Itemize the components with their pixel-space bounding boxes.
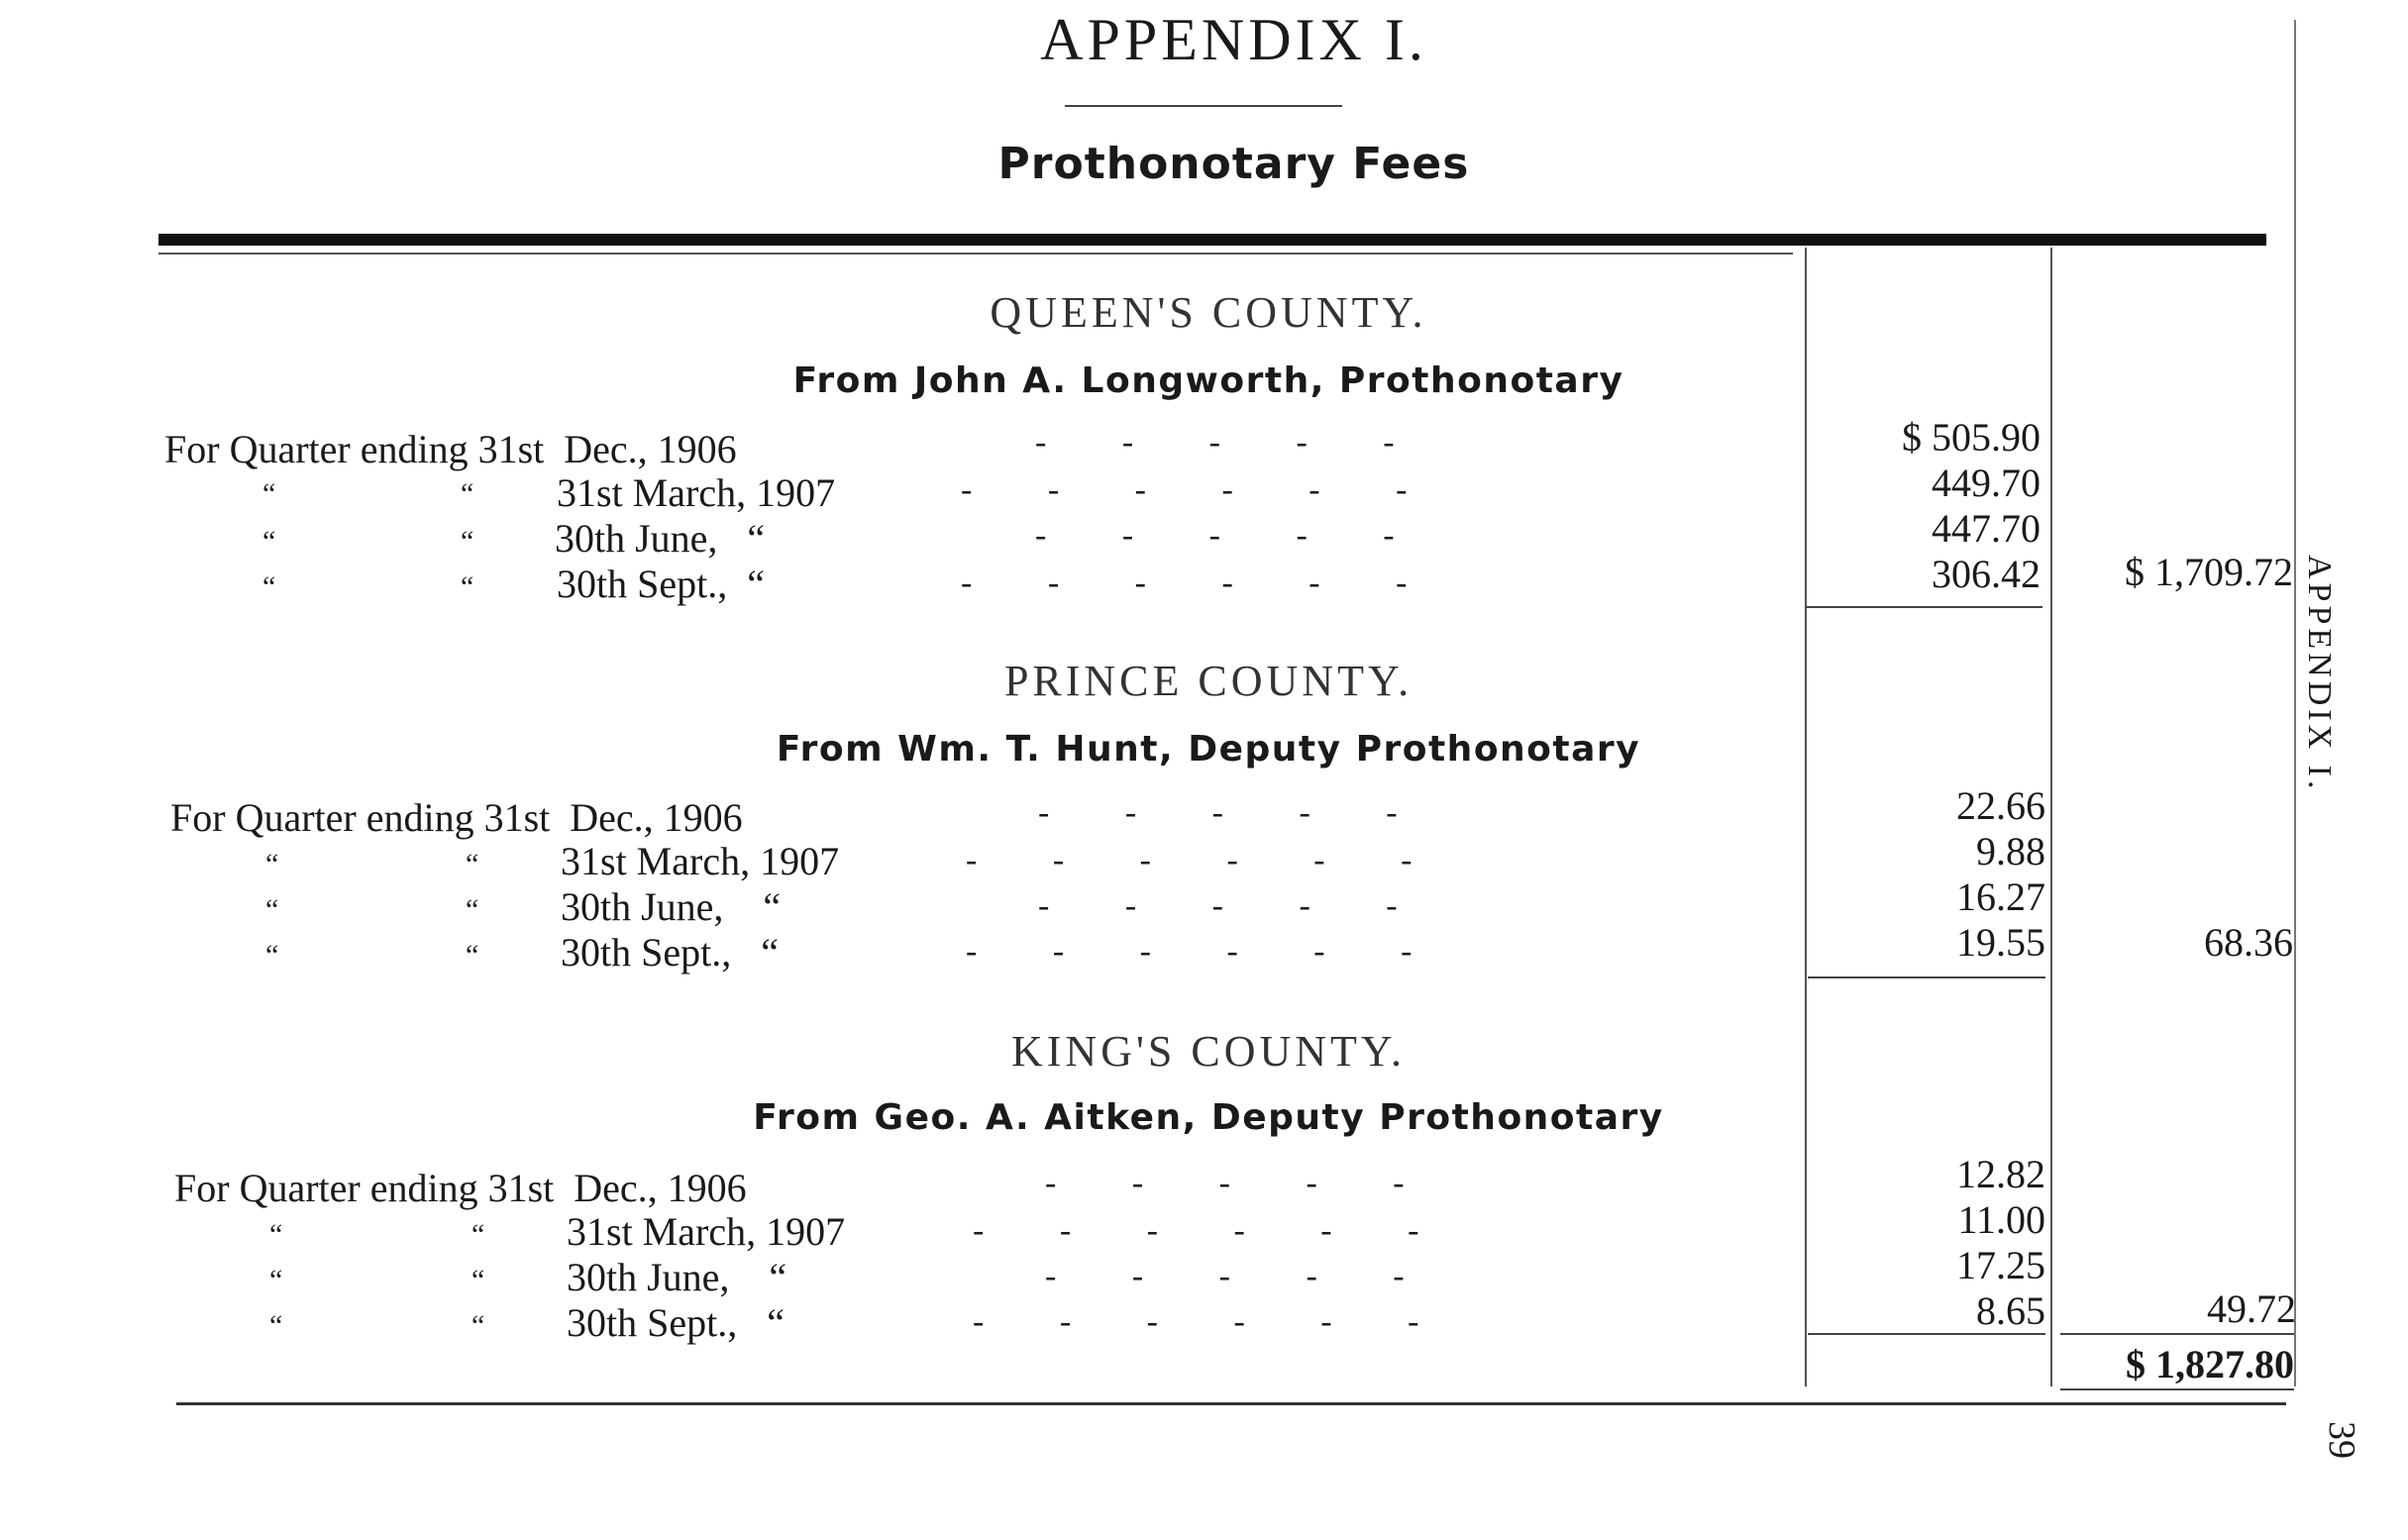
amount: 12.82	[1956, 1152, 2045, 1196]
leader-dashes: - - - - - -	[961, 471, 1408, 508]
row-label: For Quarter ending 31st Dec., 1906	[170, 795, 743, 840]
row-label: 30th June, “	[561, 884, 782, 929]
ditto-mark: “	[269, 1309, 283, 1342]
page-number: 39	[2321, 1421, 2362, 1459]
grand-total-rule	[2060, 1388, 2294, 1390]
county-heading: PRINCE COUNTY.	[1003, 657, 1413, 705]
row-label: 31st March, 1907	[557, 470, 836, 515]
row-label: 31st March, 1907	[567, 1209, 846, 1254]
officer-line: From John A. Longworth, Prothonotary	[792, 360, 1624, 401]
amount: 11.00	[1957, 1197, 2045, 1242]
amount: 447.70	[1932, 506, 2041, 551]
amount: 16.27	[1956, 874, 2045, 919]
amount: 19.55	[1956, 920, 2045, 965]
ditto-mark: “	[265, 848, 279, 880]
leader-dashes: - - - - -	[1038, 794, 1398, 831]
county-heading: QUEEN'S COUNTY.	[990, 288, 1427, 337]
amount: 17.25	[1956, 1243, 2045, 1287]
row-label: For Quarter ending 31st Dec., 1906	[164, 427, 737, 471]
fees-title: Prothonotary Fees	[997, 139, 1470, 189]
title-divider	[1065, 105, 1342, 107]
ditto-mark: “	[269, 1218, 283, 1251]
ditto-mark: “	[461, 477, 474, 510]
county-total: $ 1,709.72	[2125, 550, 2293, 594]
ditto-mark: “	[269, 1264, 283, 1296]
subtotal-rule	[1808, 976, 2045, 978]
amount: $ 505.90	[1902, 415, 2041, 460]
ditto-mark: “	[466, 939, 479, 972]
leader-dashes: - - - - -	[1045, 1165, 1405, 1201]
subtotal-rule	[1805, 606, 2042, 608]
subtotal-rule	[1808, 1333, 2045, 1335]
amount: 449.70	[1932, 461, 2041, 505]
leader-dashes: - - - - -	[1038, 887, 1398, 924]
ditto-mark: “	[262, 477, 276, 510]
county-total: 68.36	[2204, 920, 2293, 965]
ditto-mark: “	[265, 939, 279, 972]
leader-dashes: - - - - - -	[973, 1303, 1419, 1340]
row-label: 30th June, “	[567, 1255, 787, 1299]
county-total: 49.72	[2207, 1286, 2296, 1331]
leader-dashes: - - - - - -	[961, 565, 1408, 601]
leader-dashes: - - - - -	[1035, 517, 1395, 554]
leader-dashes: - - - - - -	[966, 933, 1413, 970]
row-label: For Quarter ending 31st Dec., 1906	[174, 1166, 747, 1210]
county-heading: KING'S COUNTY.	[1010, 1027, 1407, 1076]
row-label: 30th June, “	[555, 516, 766, 561]
row-label: 30th Sept., “	[557, 562, 765, 606]
row-label: 30th Sept., “	[567, 1300, 785, 1345]
grand-total: $ 1,827.80	[2126, 1342, 2294, 1386]
amount: 306.42	[1932, 552, 2041, 596]
appendix-title: APPENDIX I.	[1040, 7, 1427, 72]
total-rule	[2060, 1333, 2294, 1335]
amount-column-right-rule	[2050, 248, 2052, 1386]
leader-dashes: - - - - - -	[966, 842, 1413, 878]
leader-dashes: - - - - -	[1035, 424, 1395, 461]
row-label: 30th Sept., “	[561, 930, 779, 975]
ditto-mark: “	[461, 570, 474, 603]
bottom-rule	[176, 1402, 2286, 1405]
total-column-right-rule	[2294, 20, 2296, 1386]
ditto-mark: “	[471, 1264, 485, 1296]
ditto-mark: “	[471, 1309, 485, 1342]
thin-rule	[158, 253, 1793, 255]
row-label: 31st March, 1907	[561, 839, 840, 883]
leader-dashes: - - - - -	[1045, 1258, 1405, 1294]
ditto-mark: “	[466, 848, 479, 880]
leader-dashes: - - - - - -	[973, 1212, 1419, 1249]
heavy-rule	[158, 234, 2266, 246]
running-title: APPENDIX I.	[2301, 555, 2338, 793]
amount: 22.66	[1956, 783, 2045, 828]
ditto-mark: “	[461, 525, 474, 558]
officer-line: From Geo. A. Aitken, Deputy Prothonotary	[753, 1097, 1664, 1138]
ditto-mark: “	[471, 1218, 485, 1251]
officer-line: From Wm. T. Hunt, Deputy Prothonotary	[776, 729, 1641, 770]
ditto-mark: “	[265, 893, 279, 926]
ditto-mark: “	[466, 893, 479, 926]
ditto-mark: “	[262, 570, 276, 603]
ditto-mark: “	[262, 525, 276, 558]
amount: 9.88	[1976, 829, 2045, 873]
amount: 8.65	[1976, 1288, 2045, 1333]
